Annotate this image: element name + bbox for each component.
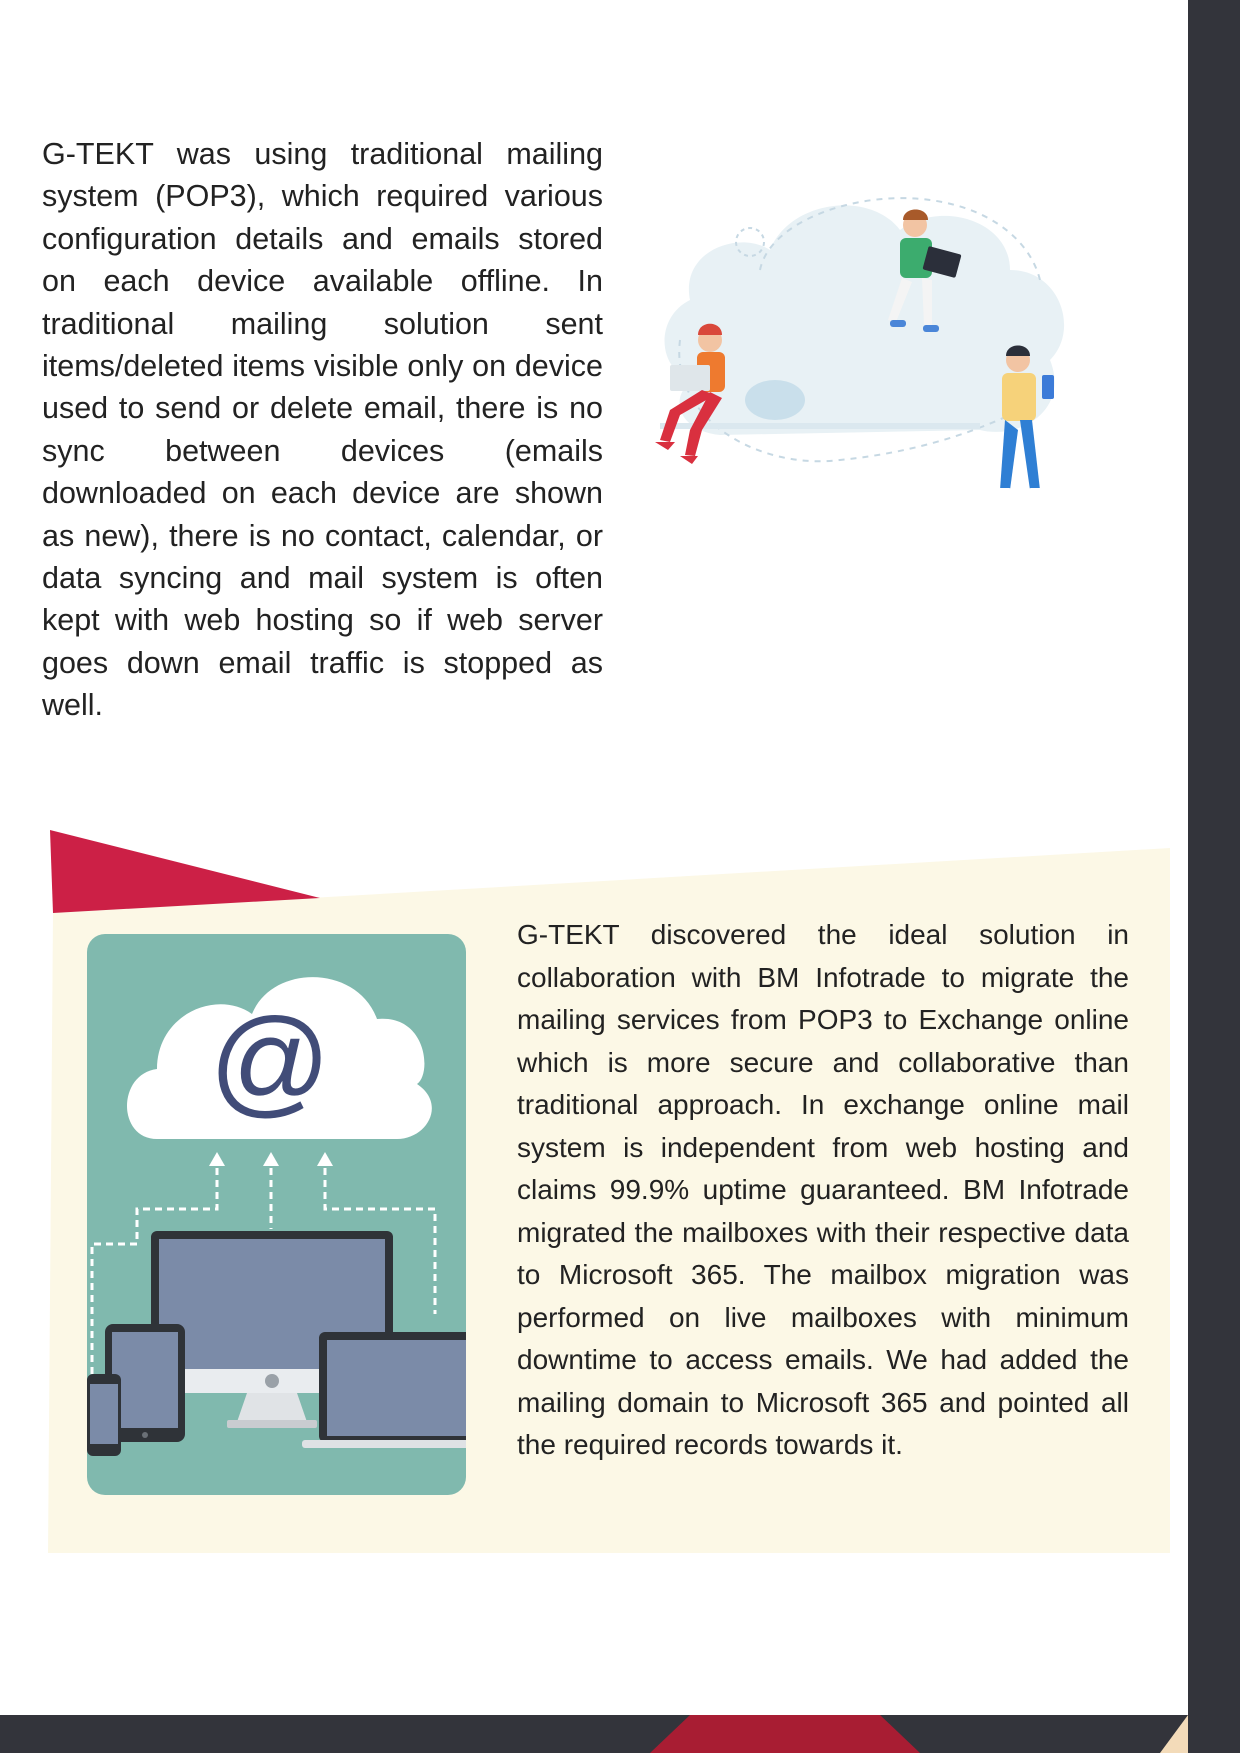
bottom-accent	[650, 1715, 920, 1753]
bottom-bar	[0, 1715, 1240, 1753]
mini-cloud	[745, 380, 805, 420]
cloud-email-devices-illustration	[87, 934, 466, 1495]
at-sign-icon: @	[209, 994, 331, 1128]
right-edge-bar	[1188, 0, 1240, 1753]
cloud-base	[660, 423, 980, 429]
people-cloud-svg	[640, 180, 1110, 520]
intro-paragraph: G-TEKT was using traditional mailing system (POP3), which required various configuration details and emails stored on each device available offline. In traditional mailing solution sent items/deleted items visible only on device used to send or delete email, there is no sync between devices (emails downloaded on each device are shown as new), there is no contact, calendar, or data syncing and mail system is often kept with web hosting so if web server goes down email traffic is stopped as well.	[42, 137, 603, 723]
solution-paragraph: G-TEKT discovered the ideal solution in collaboration with BM Infotrade to migrate the mailing services from POP3 to Exchange online which is more secure and collaborative than traditional approach. In exchange online mail system is independent from web hosting and claims 99.9% uptime guaranteed. BM Infotrade migrated the mailboxes with their respective data to Microsoft 365. The mailbox migration was performed on live mailboxes with minimum downtime to access emails. We had added the mailing domain to Microsoft 365 and pointed all the required records towards it.	[517, 919, 1129, 1460]
devices-svg	[87, 934, 466, 1495]
people-on-cloud-illustration	[640, 180, 1110, 520]
